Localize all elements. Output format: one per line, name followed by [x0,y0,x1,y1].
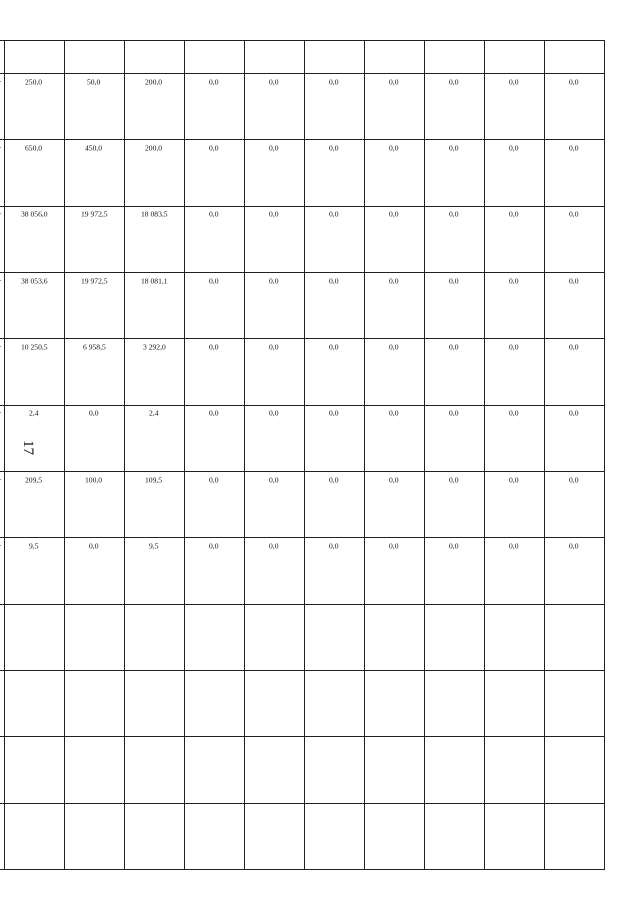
value-cell: 9,5 [125,538,185,604]
value-cell: 38 056,0 [5,206,65,272]
empty-cell [545,604,605,670]
empty-cell [485,737,545,803]
margin-cell [185,41,245,74]
empty-cell [245,737,305,803]
empty-cell [245,803,305,869]
value-cell: 0,0 [425,206,485,272]
value-cell: 0,0 [365,339,425,405]
empty-cell [245,604,305,670]
value-cell: 0,0 [485,206,545,272]
empty-cell [305,670,365,736]
empty-cell [5,737,65,803]
empty-cell [485,803,545,869]
margin-cell [5,41,65,74]
value-cell: 0,0 [365,140,425,206]
empty-cell [425,737,485,803]
value-cell: 0,0 [185,339,245,405]
value-cell: 0,0 [545,405,605,471]
value-cell: 0,0 [305,339,365,405]
source-cell [0,273,5,339]
value-cell: 0,0 [545,206,605,272]
value-cell: 0,0 [185,74,245,140]
value-cell: 0,0 [245,472,305,538]
empty-cell [5,604,65,670]
value-cell: 0,0 [425,405,485,471]
empty-cell [305,803,365,869]
value-cell: 0,0 [305,74,365,140]
value-cell: 18 081,1 [125,273,185,339]
source-cell [0,538,5,604]
value-cell: 0,0 [485,339,545,405]
source-cell [0,339,5,405]
value-cell: 0,0 [185,538,245,604]
value-cell: 19 972,5 [65,206,125,272]
value-cell: 0,0 [425,140,485,206]
value-cell: 0,0 [485,538,545,604]
empty-cell [125,737,185,803]
value-cell: 0,0 [245,405,305,471]
value-cell: 0,0 [425,472,485,538]
value-cell: 0,0 [305,140,365,206]
margin-cell [425,41,485,74]
source-cell [0,405,5,471]
value-cell: 0,0 [365,273,425,339]
value-cell: 6 958,5 [65,339,125,405]
value-cell: 0,0 [485,472,545,538]
empty-cell [125,670,185,736]
empty-cell [185,737,245,803]
value-cell: 0,0 [365,472,425,538]
empty-cell [365,737,425,803]
value-cell: 0,0 [545,74,605,140]
value-cell: 2,4 [125,405,185,471]
empty-cell [305,737,365,803]
value-cell: 0,0 [485,405,545,471]
empty-cell [485,604,545,670]
margin-cell [485,41,545,74]
value-cell: 0,0 [65,405,125,471]
empty-cell [365,604,425,670]
value-cell: 38 053,6 [5,273,65,339]
value-cell: 0,0 [185,405,245,471]
value-cell: 250,0 [5,74,65,140]
value-cell: 200,0 [125,140,185,206]
empty-cell [65,670,125,736]
value-cell: 0,0 [425,339,485,405]
margin-cell [0,41,5,74]
empty-cell [365,803,425,869]
value-cell: 0,0 [245,140,305,206]
value-cell: 50,0 [65,74,125,140]
empty-cell [125,604,185,670]
value-cell: 209,5 [5,472,65,538]
value-cell: 9,5 [5,538,65,604]
empty-cell [0,604,5,670]
value-cell: 0,0 [545,140,605,206]
margin-cell [545,41,605,74]
value-cell: 0,0 [245,206,305,272]
value-cell: 200,0 [125,74,185,140]
value-cell: 2,4 [5,405,65,471]
empty-cell [65,604,125,670]
source-cell [0,74,5,140]
empty-cell [545,803,605,869]
empty-cell [425,670,485,736]
value-cell: 0,0 [545,339,605,405]
empty-cell [365,670,425,736]
value-cell: 0,0 [305,405,365,471]
value-cell: 0,0 [545,538,605,604]
value-cell: 0,0 [485,74,545,140]
value-cell: 0,0 [305,538,365,604]
empty-cell [65,737,125,803]
empty-cell [185,604,245,670]
value-cell: 0,0 [245,273,305,339]
margin-cell [365,41,425,74]
margin-cell [125,41,185,74]
source-cell [0,206,5,272]
value-cell: 0,0 [365,538,425,604]
margin-cell [305,41,365,74]
value-cell: 450,0 [65,140,125,206]
empty-cell [185,670,245,736]
value-cell: 0,0 [545,472,605,538]
value-cell: 0,0 [425,74,485,140]
value-cell: 0,0 [245,538,305,604]
value-cell: 0,0 [485,273,545,339]
empty-cell [0,670,5,736]
value-cell: 0,0 [365,206,425,272]
value-cell: 0,0 [545,273,605,339]
value-cell: 0,0 [365,74,425,140]
margin-cell [245,41,305,74]
value-cell: 0,0 [485,140,545,206]
value-cell: 0,0 [185,140,245,206]
value-cell: 0,0 [305,472,365,538]
empty-cell [185,803,245,869]
value-cell: 18 083,5 [125,206,185,272]
empty-cell [245,670,305,736]
empty-cell [545,737,605,803]
empty-cell [305,604,365,670]
value-cell: 0,0 [65,538,125,604]
page-number: 17 [20,440,36,455]
source-cell [0,140,5,206]
empty-cell [425,803,485,869]
value-cell: 650,0 [5,140,65,206]
value-cell: 0,0 [305,273,365,339]
empty-cell [0,737,5,803]
value-cell: 0,0 [365,405,425,471]
value-cell: 100,0 [65,472,125,538]
empty-cell [125,803,185,869]
empty-cell [0,803,5,869]
value-cell: 10 250,5 [5,339,65,405]
value-cell: 0,0 [185,273,245,339]
value-cell: 0,0 [425,538,485,604]
value-cell: 0,0 [425,273,485,339]
source-cell [0,472,5,538]
empty-cell [5,670,65,736]
value-cell: 0,0 [305,206,365,272]
empty-cell [65,803,125,869]
empty-cell [545,670,605,736]
value-cell: 0,0 [245,74,305,140]
empty-cell [5,803,65,869]
empty-cell [485,670,545,736]
budget-table [0,40,605,870]
value-cell: 109,5 [125,472,185,538]
empty-cell [425,604,485,670]
value-cell: 0,0 [185,206,245,272]
value-cell: 3 292,0 [125,339,185,405]
value-cell: 0,0 [245,339,305,405]
value-cell: 0,0 [185,472,245,538]
value-cell: 19 972,5 [65,273,125,339]
margin-cell [65,41,125,74]
